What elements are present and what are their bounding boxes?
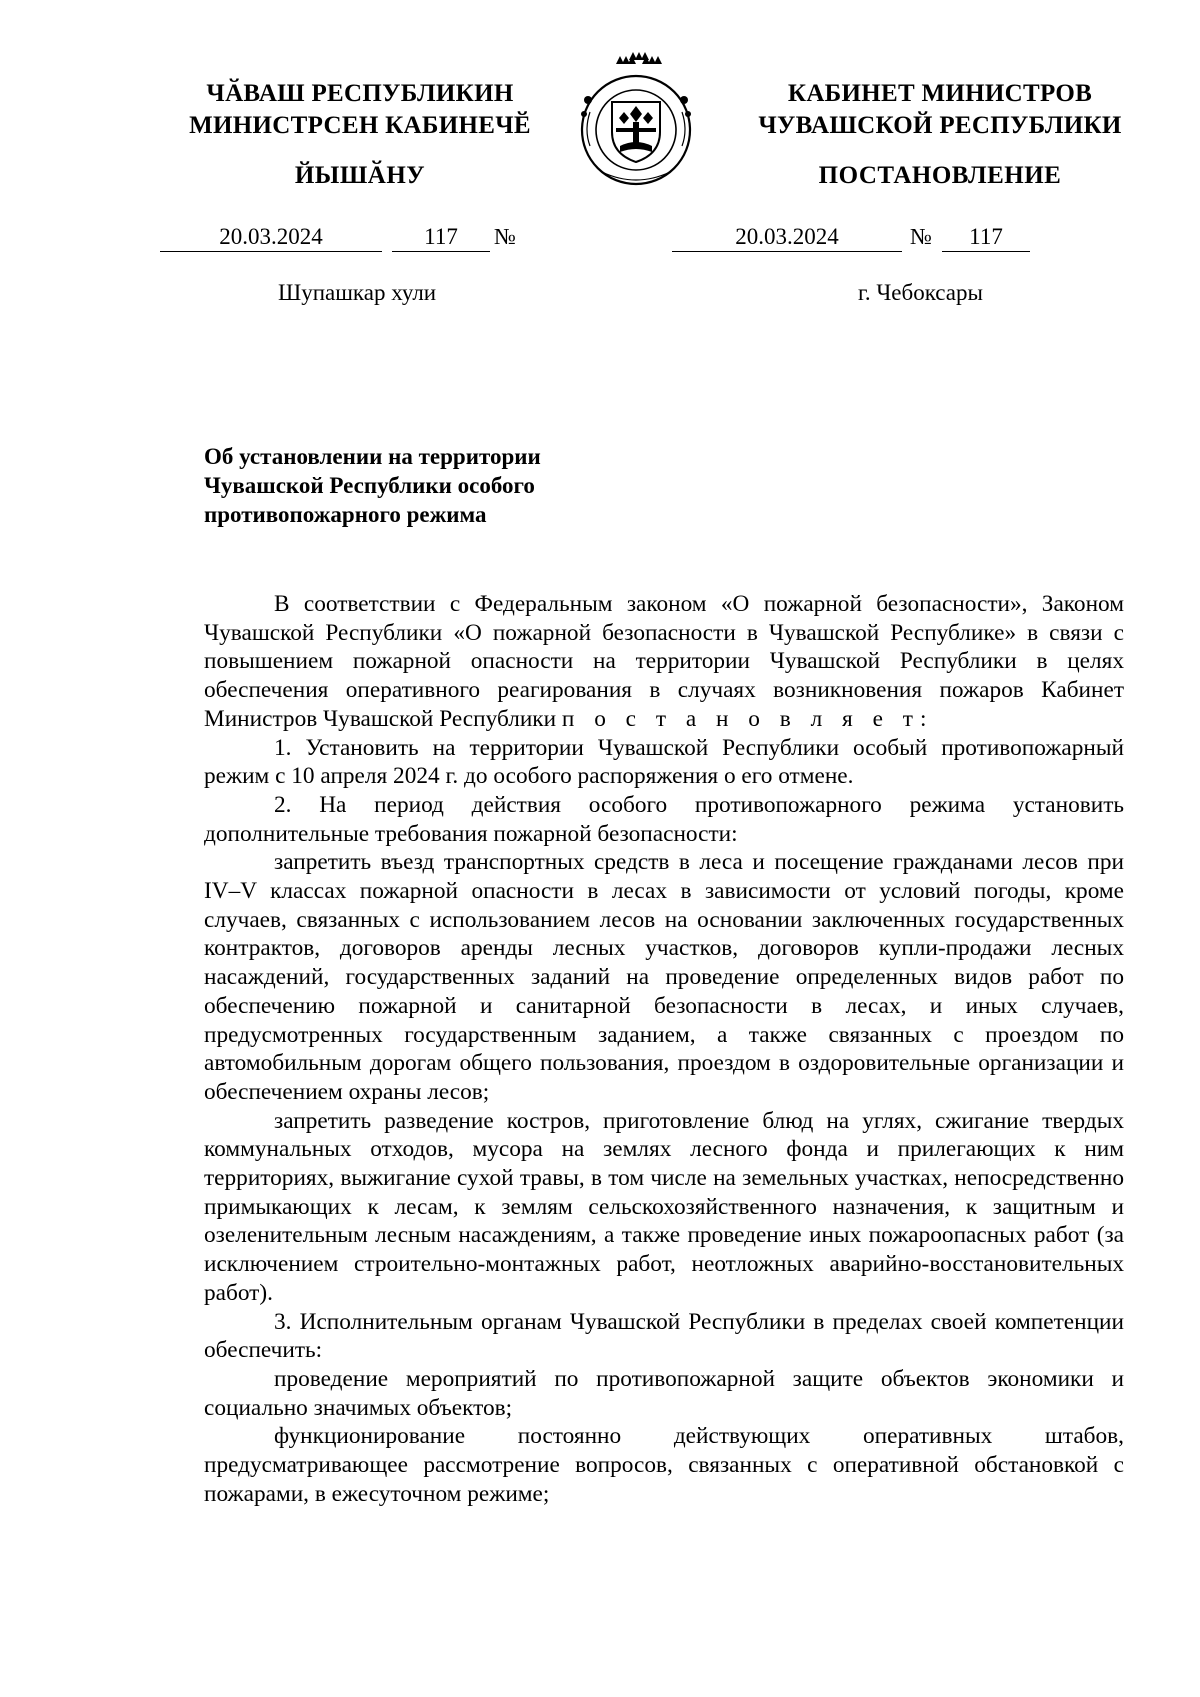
right-date: 20.03.2024 (672, 223, 902, 252)
preamble-resolves: п о с т а н о в л я е т: (561, 705, 934, 732)
header-left-line2: МИНИСТРСЕН КАБИНЕЧӖ (189, 112, 531, 139)
right-city: г. Чебоксары (858, 280, 983, 305)
paragraph-item-3: 3. Исполнительным органам Чувашской Республики в пределах своей компетенции обеспечить: (204, 1308, 1124, 1364)
header-right-authority (740, 78, 1140, 142)
left-number-sign: № (494, 224, 516, 249)
left-number: 117 (392, 223, 490, 252)
header-right-doctype: ПОСТАНОВЛЕНИЕ (818, 162, 1062, 189)
header-right-line1: КАБИНЕТ МИНИСТРОВ (787, 80, 1093, 107)
paragraph-protection-measures: проведение мероприятий по противопожарной защите объектов экономики и социально значимых объектов; (204, 1365, 1124, 1421)
header-left-line1: ЧӐВАШ РЕСПУБЛИКИН (206, 80, 514, 107)
paragraph-item-2: 2. На период действия особого противопожарного режима установить дополнительные требования пожарной безопасности: (204, 791, 1124, 847)
title-line3: противопожарного режима (204, 502, 487, 527)
left-date: 20.03.2024 (160, 223, 382, 252)
paragraph-item-1: 1. Установить на территории Чувашской Республики особый противопожарный режим с 10 апреля 2024 г. до особого распоряжения о его отмене. (204, 734, 1124, 790)
title-line2: Чувашской Республики особого (204, 473, 535, 498)
registration-right (672, 223, 1132, 253)
left-city: Шупашкар хули (278, 280, 437, 305)
paragraph-forest-restriction: запретить въезд транспортных средств в леса и посещение гражданами лесов при IV–V классах пожарной опасности в лесах в зависимости от условий погоды, кроме случаев, связанных с использованием лесов на основании заключенных государственных контрактов, договоров аренды лесных участков, договоров купли-продажи лесных насаждений, государственных заданий на проведение определенных видов работ по обеспечению пожарной и санитарной безопасности в лесах, и иных случаев, предусмотренных государственным заданием, а также связанных с проездом по автомобильным дорогам общего пользования, проездом в оздоровительные организации и обеспечением охраны лесов; (204, 849, 1124, 1105)
header-right-line2: ЧУВАШСКОЙ РЕСПУБЛИКИ (758, 112, 1122, 139)
header-left-doctype: ЙЫШӐНУ (294, 162, 426, 189)
document-title (204, 442, 634, 529)
right-number-sign: № (910, 224, 932, 249)
registration-left (160, 223, 540, 253)
document-body (204, 590, 1124, 1509)
header-left-authority (160, 78, 560, 142)
paragraph-preamble (204, 590, 1124, 734)
preamble-text: В соответствии с Федеральным законом «О пожарной безопасности», Законом Чувашской Республики «О пожарной безопасности в Чувашской Республике» в связи с повышением пожарной опасности на территории Чувашской Республики в целях обеспечения оперативного реагирования в случаях возникновения пожаров Кабинет Министров Чувашской Республики (204, 591, 1124, 732)
paragraph-fire-ban: запретить разведение костров, приготовление блюд на углях, сжигание твердых коммунальных отходов, мусора на землях лесного фонда и прилегающих к ним территориях, выжигание сухой травы, в том числе на земельных участках, непосредственно примыкающих к лесам, к землям сельскохозяйственного назначения, к защитным и озеленительным лесным насаждениям, а также проведение иных пожароопасных работ (за исключением строительно-монтажных работ, неотложных аварийно-восстановительных работ). (204, 1107, 1124, 1306)
paragraph-operational-staffs: функционирование постоянно действующих оперативных штабов, предусматривающее рассмотрение вопросов, связанных с оперативной обстановкой с пожарами, в ежесуточном режиме; (204, 1423, 1124, 1507)
title-line1: Об установлении на территории (204, 444, 541, 469)
chuvash-coat-of-arms-icon (566, 50, 706, 190)
right-number: 117 (942, 223, 1030, 252)
